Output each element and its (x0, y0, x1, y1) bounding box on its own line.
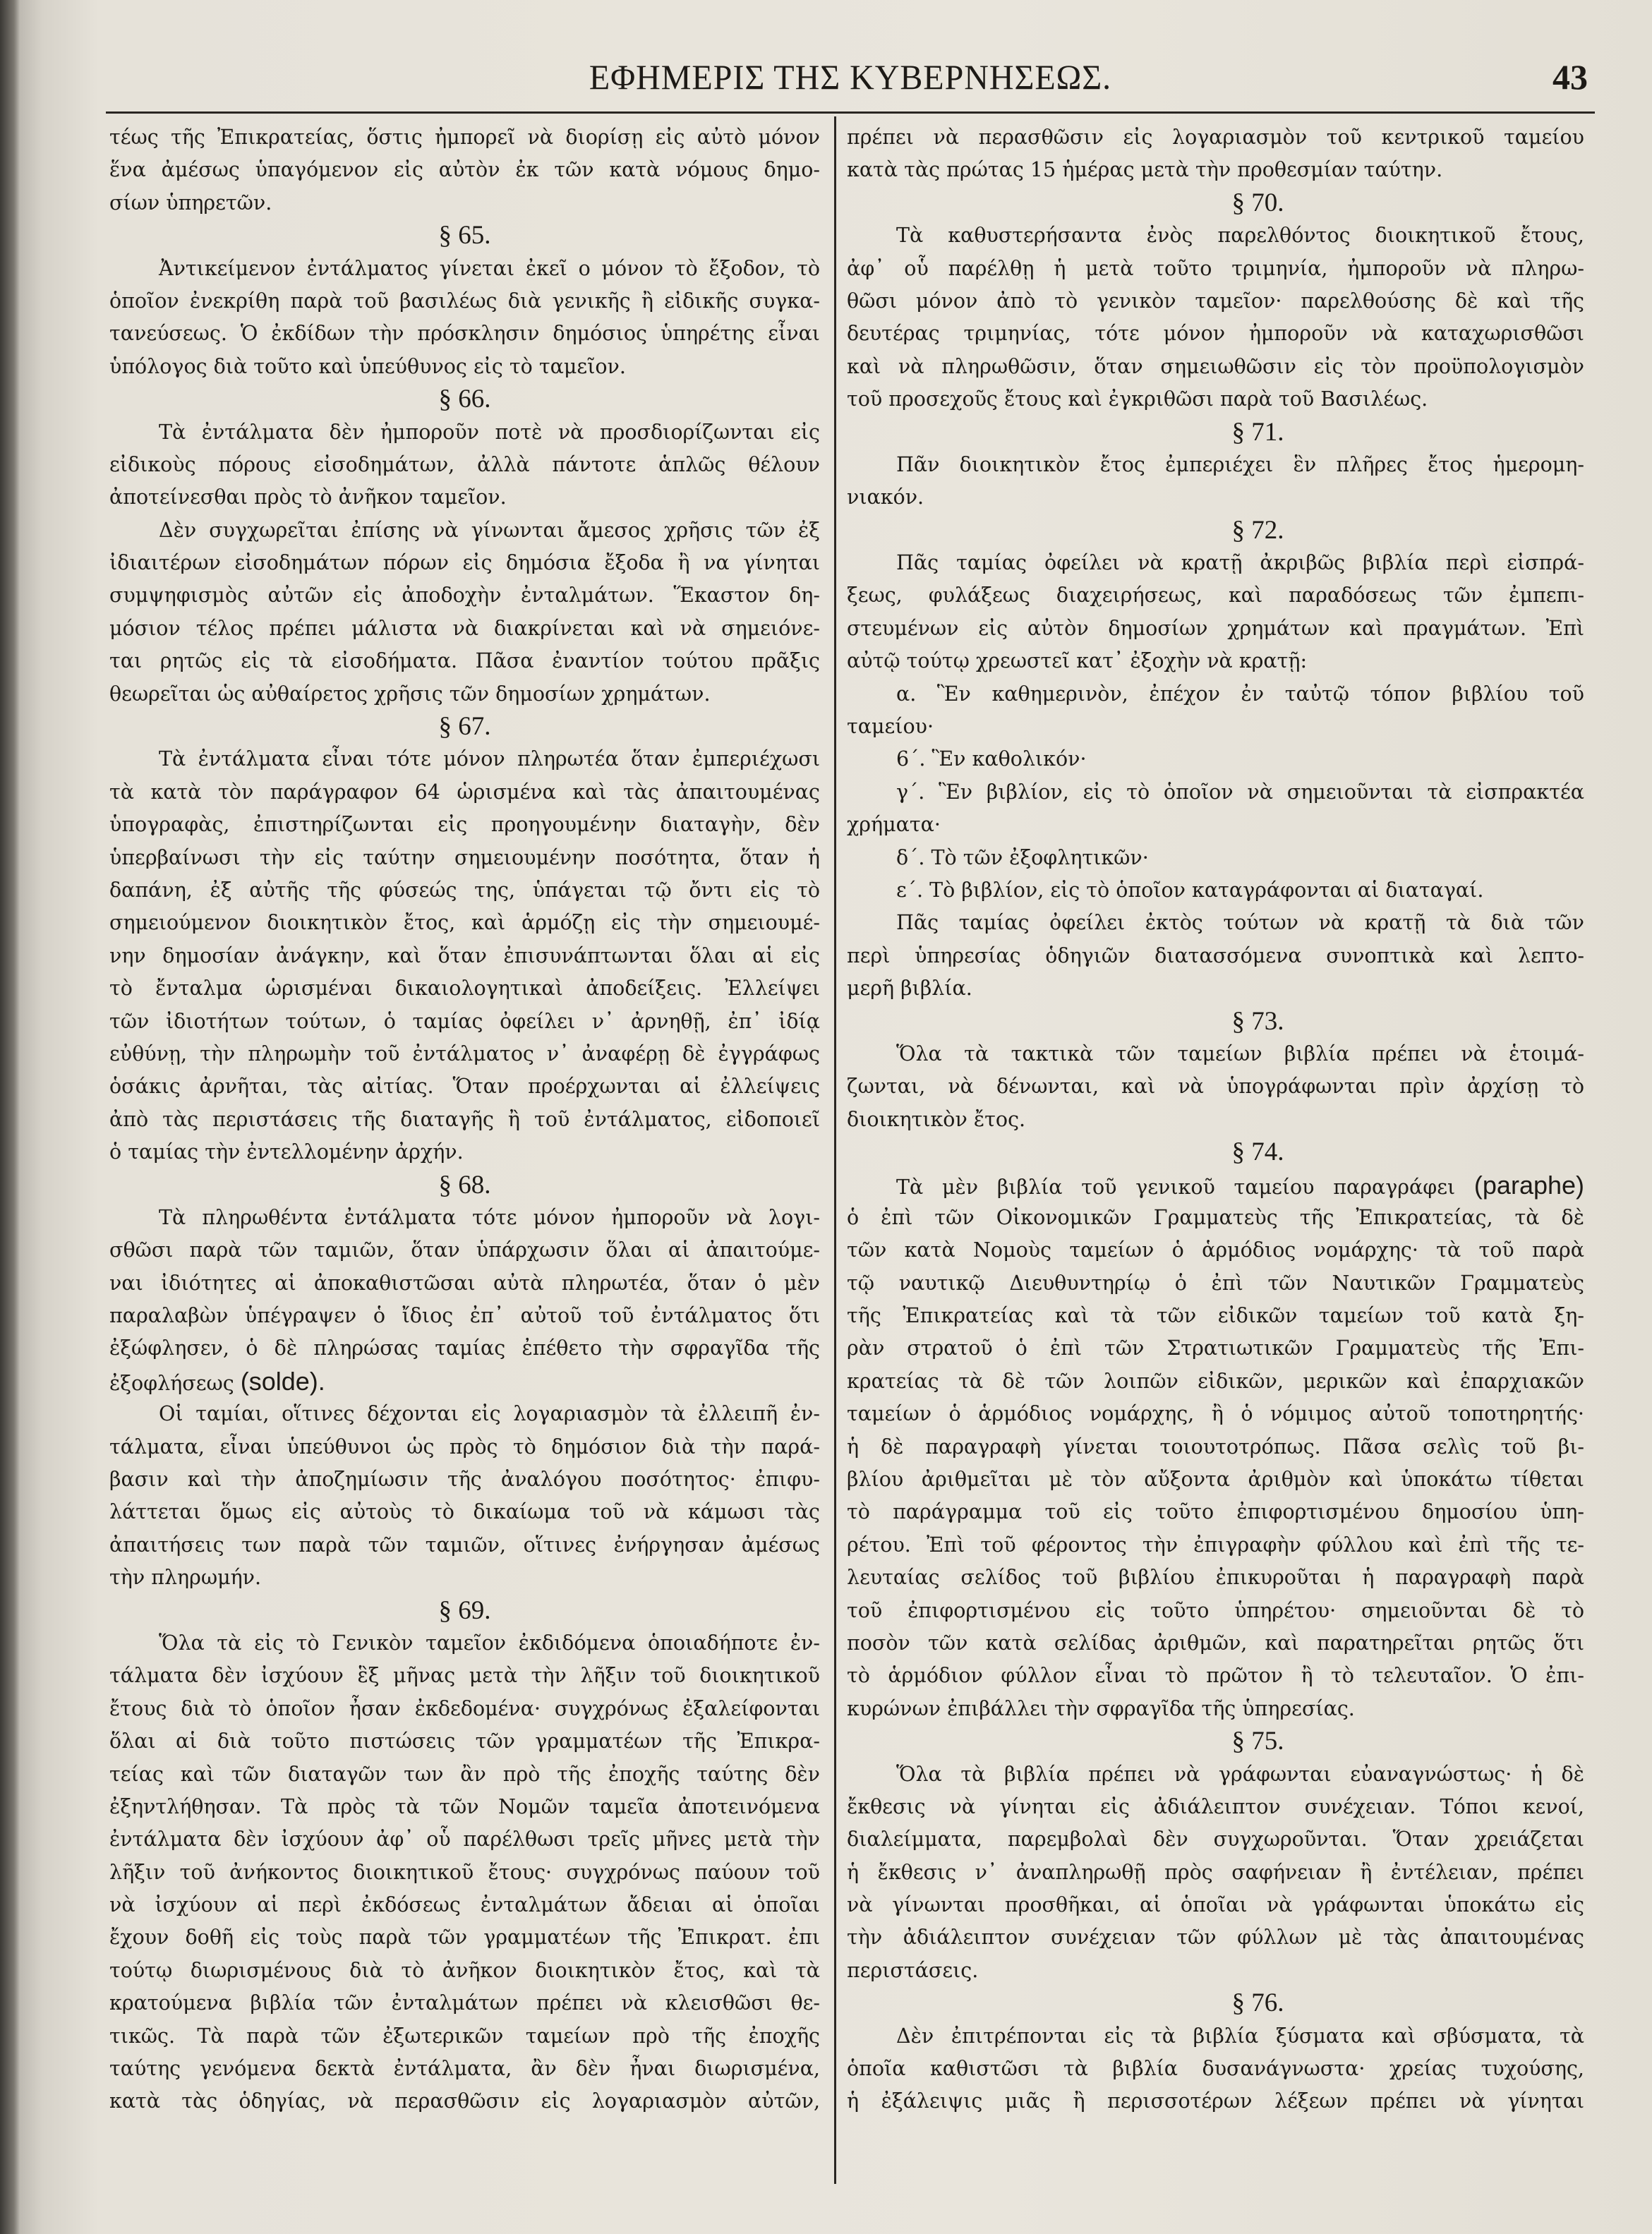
section-heading: § 76. (1231, 1988, 1284, 2018)
line-text: Τὰ ἐντάλματα δὲν ἠμποροῦν ποτὲ νὰ προσδιορίζωνται εἰς (159, 420, 820, 444)
text-line (109, 1823, 820, 1856)
text-line (109, 743, 820, 775)
line-text: τὸ ἁρμόδιον φύλλον εἶναι τὸ πρῶτον ἢ τὸ τελευταῖον. Ὁ ἐπι- (847, 1664, 1584, 1688)
line-text: νὰ γίνωνται προσθῆκαι, αἱ ὁποῖαι νὰ γράφωνται ὑποκάτω εἰς (847, 1893, 1584, 1917)
right-column (847, 121, 1584, 2168)
line-text: νὰ ἰσχύουν αἱ περὶ ἐκδόσεως ἐνταλμάτων ἄδειαι αἱ ὁποῖαι (109, 1893, 820, 1917)
line-text: ταμείου· (847, 715, 934, 739)
text-line (847, 383, 1584, 416)
line-text: ὁ ταμίας τὴν ἐντελλομένην ἀρχήν. (109, 1140, 464, 1164)
text-line (847, 318, 1584, 350)
line-text: μόσιον τέλος πρέπει μάλιστα νὰ διακρίνεται καὶ νὰ σημειόνε- (109, 616, 820, 640)
line-text: Πᾶς ταμίας ὀφείλει ἐκτὸς τούτων νὰ κρατῇ τὰ διὰ τῶν (896, 911, 1584, 935)
section-heading: § 66. (438, 385, 491, 414)
line-text: ἡ δὲ παραγραφὴ γίνεται τοιουτοτρόπως. Πᾶσα σελὶς τοῦ βι- (847, 1435, 1584, 1459)
line-text: τὰ κατὰ τὸν παράγραφον 64 ὡρισμένα καὶ τὰς ἀπαιτουμένας (109, 780, 820, 804)
left-column (109, 121, 820, 2168)
line-text: κρατείας τὰ δὲ τῶν λοιπῶν εἰδικῶν, μερικῶν καὶ ἐπαρχιακῶν (847, 1369, 1584, 1393)
text-line (109, 1921, 820, 1954)
text-line (109, 351, 820, 383)
text-line (847, 285, 1584, 318)
text-line (109, 1070, 820, 1103)
line-text: λῆξιν τοῦ ἀνήκοντος διοικητικοῦ ἔτους· συγχρόνως παύουν τοῦ (109, 1860, 820, 1884)
text-line (109, 1332, 820, 1365)
text-line (109, 1955, 820, 1987)
text-line (109, 776, 820, 809)
text-line (109, 547, 820, 579)
text-line (109, 1496, 820, 1528)
line-text: ταμείων ὁ ἁρμόδιος νομάρχης, ἢ ὁ νόμιμος αὐτοῦ τοποτηρητής· (847, 1402, 1584, 1426)
section-heading: § 65. (438, 221, 491, 250)
line-text: ταύτης γενόμενα δεκτὰ ἐντάλματα, ἂν δὲν ἦναι διωρισμένα, (109, 2057, 820, 2081)
line-text: Τὰ ἐντάλματα εἶναι τότε μόνον πληρωτέα ὅταν ἐμπεριέχωσι (159, 747, 820, 771)
line-text: τοῦ προσεχοῦς ἔτους καὶ ἐγκριθῶσι παρὰ τοῦ Βασιλέως. (847, 387, 1428, 411)
text-line (847, 1627, 1584, 1660)
line-text: κατὰ τὰς ὁδηγίας, νὰ περασθῶσιν εἰς λογαριασμὸν αὐτῶν, (109, 2089, 820, 2113)
text-line (847, 2053, 1584, 2085)
text-line (847, 940, 1584, 972)
text-line (109, 1431, 820, 1463)
line-text: τῷ ναυτικῷ Διευθυντηρίῳ ὁ ἐπὶ τῶν Ναυτικῶν Γραμματεὺς (847, 1271, 1584, 1295)
text-line (109, 645, 820, 677)
line-text: τὸ ἔνταλμα ὡρισμέναι δικαιολογητικαὶ ἀποδείξεις. Ἐλλείψει (109, 977, 820, 1001)
text-line (847, 219, 1584, 252)
text-line (109, 449, 820, 481)
text-line (109, 1987, 820, 2019)
line-text: τοῦ ἐπιφορτισμένου εἰς τοῦτο ὑπηρέτου· σημειοῦνται δὲ τὸ (847, 1598, 1584, 1622)
text-line (847, 1791, 1584, 1823)
line-text: σθῶσι παρὰ τῶν ταμιῶν, ὅταν ὑπάρχωσιν ὅλαι αἱ ἀπαιτούμε- (109, 1238, 820, 1262)
text-line (109, 1202, 820, 1234)
text-line (109, 1791, 820, 1823)
text-line (109, 154, 820, 186)
binding-edge (0, 0, 20, 2234)
line-text: Ὅλα τὰ εἰς τὸ Γενικὸν ταμεῖον ἐκδιδόμενα ὁποιαδήποτε ἐν- (159, 1631, 820, 1655)
line-text: ρέτου. Ἐπὶ τοῦ φέροντος τὴν ἐπιγραφὴν φύλλου καὶ ἐπὶ τῆς τε- (847, 1533, 1584, 1557)
text-line (109, 1889, 820, 1921)
line-text: τὴν πληρωμήν. (109, 1566, 262, 1590)
text-line (847, 1169, 1584, 1202)
text-line (847, 1562, 1584, 1594)
text-line (109, 481, 820, 514)
text-line (847, 579, 1584, 612)
text-line (847, 907, 1584, 939)
text-line (109, 1300, 820, 1332)
text-line (109, 2085, 820, 2118)
page-title: ΕΦΗΜΕΡΙΣ ΤΗΣ ΚΥΒΕΡΝΗΣΕΩΣ. (589, 57, 1112, 97)
column-divider (834, 116, 836, 2184)
line-text: ἐντάλματα δὲν ἰσχύουν ἀφ᾽ οὗ παρέλθωσι τρεῖς μῆνες μετὰ τὴν (109, 1828, 820, 1852)
line-text: ἡ ἐξάλειψις μιᾶς ἢ περισσοτέρων λέξεων πρέπει νὰ γίνηται (847, 2089, 1584, 2113)
line-text: ἐξώφλησεν, ὁ δὲ πληρώσας ταμίας ἐπέθετο τὴν σφραγῖδα τῆς (109, 1336, 820, 1360)
text-line (847, 743, 1584, 775)
text-line (847, 1398, 1584, 1430)
line-text: Τὰ καθυστερήσαντα ἐνὸς παρελθόντος διοικητικοῦ ἔτους, (896, 224, 1584, 248)
line-text: ἔχουν δοθῆ εἰς τοὺς παρὰ τῶν γραμματέων τῆς Ἐπικρατ. ἐπι (109, 1926, 820, 1950)
line-text: ἡ ἔκθεσις ν᾽ ἀναπληρωθῇ πρὸς σαφήνειαν ἢ ἐντέλειαν, πρέπει (847, 1860, 1584, 1884)
line-text: τικῶς. Τὰ παρὰ τῶν ἐξωτερικῶν ταμείων πρὸ τῆς ἐποχῆς (109, 2024, 820, 2048)
line-text: εὐθύνῃ, τὴν πληρωμὴν τοῦ ἐντάλματος ν᾽ ἀναφέρῃ δὲ ἐγγράφως (109, 1041, 820, 1065)
text-line (109, 1725, 820, 1758)
section-heading: § 74. (1231, 1137, 1284, 1167)
header-rule (106, 111, 1595, 114)
text-line (109, 1463, 820, 1496)
line-text: α. Ἓν καθημερινὸν, ἐπέχον ἐν ταὐτῷ τόπον βιβλίου τοῦ (896, 682, 1584, 706)
text-line (847, 1823, 1584, 1856)
text-line (109, 2020, 820, 2053)
text-line (847, 547, 1584, 579)
text-line (847, 1529, 1584, 1562)
line-text: πρέπει νὰ περασθῶσιν εἰς λογαριασμὸν τοῦ κεντρικοῦ ταμείου (847, 126, 1584, 149)
text-line (847, 1365, 1584, 1398)
text-line (109, 1693, 820, 1725)
text-line (109, 1856, 820, 1889)
line-text: καὶ νὰ πληρωθῶσιν, ὅταν σημειωθῶσιν εἰς τὸν προϋπολογισμὸν (847, 354, 1584, 378)
text-line (109, 1758, 820, 1791)
text-line (109, 318, 820, 350)
line-text: Ὅλα τὰ τακτικὰ τῶν ταμείων βιβλία πρέπει νὰ ἑτοιμά- (896, 1041, 1584, 1065)
line-text: νιακόν. (847, 485, 924, 509)
line-text: μερῆ βιβλία. (847, 977, 972, 1001)
line-text: Οἱ ταμίαι, οἵτινες δέχονται εἰς λογαριασμὸν τὰ ἐλλειπῆ ἐν- (159, 1402, 820, 1426)
section-heading: § 73. (1231, 1006, 1284, 1036)
line-text: Τὰ πληρωθέντα ἐντάλματα τότε μόνον ἠμποροῦν νὰ λογι- (159, 1205, 820, 1229)
text-line (847, 1955, 1584, 1987)
line-text: ται ρητῶς εἰς τὰ εἰσοδήματα. Πᾶσα ἐναντίον τούτου πρᾶξις (109, 649, 820, 673)
line-text: δ΄. Τὸ τῶν ἐξοφλητικῶν· (896, 845, 1149, 869)
text-line (109, 1562, 820, 1594)
line-text: θῶσι μόνον ἀπὸ τὸ γενικὸν ταμεῖον· παρελθούσης δὲ καὶ τῆς (847, 289, 1584, 313)
line-text: βασιν καὶ τὴν ἀποζημίωσιν τῆς ἀναλόγου ποσότητος· ἐπιφυ- (109, 1468, 820, 1492)
line-text: κατὰ τὰς πρώτας 15 ἡμέρας μετὰ τὴν προθεσμίαν ταύτην. (847, 158, 1443, 182)
text-line (847, 1332, 1584, 1365)
text-line (847, 1595, 1584, 1627)
line-text: τανεύσεως. Ὁ ἐκδίδων τὴν πρόσκλησιν δημόσιος ὑπηρέτης εἶναι (109, 322, 820, 346)
text-line (847, 1038, 1584, 1070)
text-line (847, 612, 1584, 645)
text-line (847, 776, 1584, 809)
line-text: ποσὸν τῶν κατὰ σελίδας ἀριθμῶν, καὶ παρατηρεῖται ρητῶς ὅτι (847, 1631, 1584, 1655)
latin-term: (solde). (240, 1366, 325, 1396)
line-text: κυρώνων ἐπιβάλλει τὴν σφραγῖδα τῆς ὑπηρεσίας. (847, 1696, 1355, 1720)
text-line (847, 1921, 1584, 1954)
text-line (847, 1202, 1584, 1234)
section-heading: § 69. (438, 1595, 491, 1625)
line-text: τῆς Ἐπικρατείας καὶ τὰ τῶν εἰδικῶν ταμείων τοῦ κατὰ ξη- (847, 1304, 1584, 1328)
line-text: Δὲν συγχωρεῖται ἐπίσης νὰ γίνωνται ἄμεσος χρῆσις τῶν ἐξ (159, 518, 820, 542)
text-line (847, 253, 1584, 285)
text-line (847, 1267, 1584, 1300)
line-text: τάλματα δὲν ἰσχύουν ἓξ μῆνας μετὰ τὴν λῆξιν τοῦ διοικητικοῦ (109, 1664, 820, 1688)
line-text: τῶν ἰδιοτήτων τούτων, ὁ ταμίας ὀφείλει ν᾽ ἀρνηθῇ, ἐπ᾽ ἰδίᾳ (109, 1009, 820, 1033)
line-text: τέως τῆς Ἐπικρατείας, ὅστις ἠμπορεῖ νὰ διορίσῃ εἰς αὐτὸ μόνον (109, 126, 820, 149)
text-line (109, 514, 820, 547)
text-line (847, 809, 1584, 841)
line-text: Πᾶν διοικητικὸν ἔτος ἐμπεριέχει ἓν πλῆρες ἔτος ἡμερομη- (896, 452, 1584, 476)
line-text: δευτέρας τριμηνίας, τότε μόνον ἠμποροῦν νὰ καταχωρισθῶσι (847, 322, 1584, 346)
line-text: ὑπερβαίνωσι τὴν εἰς ταύτην σημειουμένην ποσότητα, ὅταν ἡ (109, 845, 820, 869)
text-line (847, 154, 1584, 186)
line-text: ἔτους διὰ τὸ ὁποῖον ἦσαν ἐκδεδομένα· συγχρόνως ἐξαλείφονται (109, 1696, 820, 1720)
text-line (847, 1300, 1584, 1332)
line-text: ἀπὸ τὰς περιστάσεις τῆς διαταγῆς ἢ τοῦ ἐντάλματος, εἰδοποιεῖ (109, 1107, 820, 1131)
text-line (109, 187, 820, 219)
line-text: αὐτῷ τούτῳ χρεωστεῖ κατ᾽ ἐξοχὴν νὰ κρατῇ: (847, 649, 1308, 673)
text-line (847, 1856, 1584, 1889)
text-line (847, 645, 1584, 677)
line-text: νην δημοσίαν ἀνάγκην, καὶ ὅταν ἐπισυνάπτωνται ὅλαι αἱ εἰς (109, 943, 820, 967)
text-line (847, 351, 1584, 383)
text-line (109, 1365, 820, 1398)
line-text: διοικητικὸν ἔτος. (847, 1107, 1026, 1131)
text-line (109, 907, 820, 939)
line-text: 6΄. Ἓν καθολικόν· (896, 747, 1087, 771)
line-text: Ἀντικείμενον ἐντάλματος γίνεται ἐκεῖ ο μόνον τὸ ἔξοδον, τὸ (159, 256, 820, 280)
text-line (109, 842, 820, 874)
text-line (109, 874, 820, 907)
line-text: ζωνται, νὰ δένωνται, καὶ νὰ ὑπογράφωνται πρὶν ἀρχίσῃ τὸ (847, 1075, 1584, 1099)
line-text: δαπάνη, ἐξ αὐτῆς τῆς φύσεώς της, ὑπάγεται τῷ ὄντι εἰς τὸ (109, 878, 820, 902)
line-text: ξεως, φυλάξεως διαχειρήσεως, καὶ παραδόσεως τῶν ἐμπεπι- (847, 584, 1584, 608)
line-text: σίων ὑπηρετῶν. (109, 191, 272, 215)
line-text: περιστάσεις. (847, 1958, 979, 1982)
line-text: Δὲν ἐπιτρέπονται εἰς τὰ βιβλία ξύσματα καὶ σβύσματα, τὰ (896, 2024, 1584, 2048)
text-line (847, 1104, 1584, 1136)
text-line (109, 416, 820, 449)
text-line (847, 449, 1584, 481)
line-text: ἀφ᾽ οὗ παρέλθῃ ἡ μετὰ τοῦτο τριμηνία, ἠμποροῦν νὰ πληρω- (847, 256, 1584, 280)
line-text: εἰδικοὺς πόρους εἰσοδημάτων, ἀλλὰ πάντοτε ἁπλῶς θέλουν (109, 452, 820, 476)
text-line (847, 1234, 1584, 1267)
text-line (847, 1070, 1584, 1103)
text-line (109, 1398, 820, 1430)
line-text: ὁποῖον ἐνεκρίθη παρὰ τοῦ βασιλέως διὰ γενικῆς ἢ εἰδικῆς συγκα- (109, 289, 820, 313)
section-heading: § 70. (1231, 188, 1284, 217)
text-line (847, 2020, 1584, 2053)
text-line (109, 1267, 820, 1300)
text-line (847, 1693, 1584, 1725)
text-line (109, 1104, 820, 1136)
line-text: λευταίας σελίδος τοῦ βιβλίου ἐπικυροῦται ἡ παραγραφὴ παρὰ (847, 1566, 1584, 1590)
text-line (109, 612, 820, 645)
text-line (847, 842, 1584, 874)
line-text: Πᾶς ταμίας ὀφείλει νὰ κρατῇ ἀκριβῶς βιβλία περὶ εἰσπρά- (896, 551, 1584, 575)
line-text: ναι ἰδιότητες αἱ ἀποκαθιστῶσαι αὐτὰ πληρωτέα, ὅταν ὁ μὲν (109, 1271, 820, 1295)
text-line (847, 121, 1584, 154)
line-text: ἐξοφλήσεως (109, 1371, 234, 1395)
text-line (109, 2053, 820, 2085)
text-line (109, 809, 820, 841)
line-text: γ΄. Ἓν βιβλίον, εἰς τὸ ὁποῖον νὰ σημειοῦνται τὰ εἰσπρακτέα (896, 780, 1584, 804)
text-line (109, 285, 820, 318)
line-text: χρήματα· (847, 813, 941, 837)
latin-term: (paraphe) (1473, 1170, 1584, 1200)
text-line (847, 1496, 1584, 1528)
line-text: ἀπαιτήσεις των παρὰ τῶν ταμιῶν, οἵτινες ἐνήργησαν ἀμέσως (109, 1533, 820, 1557)
text-line (847, 481, 1584, 514)
section-heading: § 68. (438, 1170, 491, 1200)
text-line (109, 1234, 820, 1267)
text-line (109, 940, 820, 972)
text-line (847, 1758, 1584, 1791)
line-text: βλίου ἀριθμεῖται μὲ τὸν αὔξοντα ἀριθμὸν καὶ ὑποκάτω τίθεται (847, 1468, 1584, 1492)
text-line (109, 678, 820, 711)
line-text: τείας καὶ τῶν διαταγῶν των ἂν πρὸ τῆς ἐποχῆς ταύτης δὲν (109, 1762, 820, 1786)
page-number: 43 (1552, 57, 1588, 97)
text-line (847, 1463, 1584, 1496)
line-text: ὁ ἐπὶ τῶν Οἰκονομικῶν Γραμματεὺς τῆς Ἐπικρατείας, τὰ δὲ (847, 1205, 1584, 1229)
line-text: ἐξηντλήθησαν. Τὰ πρὸς τὰ τῶν Νομῶν ταμεῖα ἀποτεινόμενα (109, 1794, 820, 1818)
line-text: τούτῳ διωρισμένους διὰ τὸ ἀνῆκον διοικητικὸν ἔτος, καὶ τὰ (109, 1958, 820, 1982)
line-text: ὅλαι αἱ διὰ τοῦτο πιστώσεις τῶν γραμματέων τῆς Ἐπικρα- (109, 1729, 820, 1753)
line-text: ὑπογραφὰς, ἐπιστηρίζωνται εἰς προηγουμένην διαταγὴν, δὲν (109, 813, 820, 837)
line-text: κρατούμενα βιβλία τῶν ἐνταλμάτων πρέπει νὰ κλεισθῶσι θε- (109, 1991, 820, 2015)
line-text: ὁσάκις ἀρνῆται, τὰς αἰτίας. Ὅταν προέρχωνται αἱ ἐλλείψεις (109, 1075, 820, 1099)
line-text: ε΄. Τὸ βιβλίον, εἰς τὸ ὁποῖον καταγράφονται αἱ διαταγαί. (896, 878, 1484, 902)
text-line (847, 1889, 1584, 1921)
text-line (109, 1627, 820, 1660)
text-line (109, 1660, 820, 1692)
line-text: ὁποῖα καθιστῶσι τὰ βιβλία δυσανάγνωστα· χρείας τυχούσης, (847, 2057, 1584, 2081)
line-text: θεωρεῖται ὡς αὐθαίρετος χρῆσις τῶν δημοσίων χρημάτων. (109, 682, 711, 706)
text-line (109, 972, 820, 1005)
text-line (109, 121, 820, 154)
text-line (109, 253, 820, 285)
line-text: ἀποτείνεσθαι πρὸς τὸ ἀνῆκον ταμεῖον. (109, 485, 507, 509)
text-line (847, 678, 1584, 711)
text-line (847, 1431, 1584, 1463)
line-text: περὶ ὑπηρεσίας ὁδηγιῶν διατασσόμενα συνοπτικὰ καὶ λεπτο- (847, 943, 1584, 967)
line-text: τάλματα, εἶναι ὑπεύθυνοι ὡς πρὸς τὸ δημόσιον διὰ τὴν παρά- (109, 1435, 820, 1459)
text-line (847, 972, 1584, 1005)
line-text: ὑπόλογος διὰ τοῦτο καὶ ὑπεύθυνος εἰς τὸ ταμεῖον. (109, 354, 626, 378)
text-line (847, 711, 1584, 743)
text-line (109, 1006, 820, 1038)
line-text: τῶν κατὰ Νομοὺς ταμείων ὁ ἁρμόδιος νομάρχης· τὰ τοῦ παρὰ (847, 1238, 1584, 1262)
text-line (109, 579, 820, 612)
section-heading: § 71. (1231, 417, 1284, 447)
text-line (847, 874, 1584, 907)
line-text: στευμένων εἰς αὐτὸν δημοσίων χρημάτων καὶ πραγμάτων. Ἐπὶ (847, 616, 1584, 640)
section-heading: § 67. (438, 712, 491, 742)
line-text: Ὅλα τὰ βιβλία πρέπει νὰ γράφωνται εὐαναγνώστως· ἡ δὲ (896, 1762, 1584, 1786)
line-text: σημειούμενον διοικητικὸν ἔτος, καὶ ἁρμόζῃ εἰς τὴν σημειουμέ- (109, 911, 820, 935)
line-text: λάττεται ὅμως εἰς αὐτοὺς τὸ δικαίωμα τοῦ νὰ κάμωσι τὰς (109, 1500, 820, 1524)
line-text: διαλείμματα, παρεμβολαὶ δὲν συγχωροῦνται. Ὅταν χρειάζεται (847, 1828, 1584, 1852)
line-text: τὸ παράγραμμα τοῦ εἰς τοῦτο ἐπιφορτισμένου δημοσίου ὑπη- (847, 1500, 1584, 1524)
text-line (109, 1529, 820, 1562)
text-line (847, 1660, 1584, 1692)
page-header (106, 56, 1595, 106)
line-text: ἔκθεσις νὰ γίνηται εἰς ἀδιάλειπτον συνέχειαν. Τόποι κενοί, (847, 1794, 1584, 1818)
line-text: τὴν ἀδιάλειπτον συνέχειαν τῶν φύλλων μὲ τὰς ἀπαιτουμένας (847, 1926, 1584, 1950)
text-line (109, 1038, 820, 1070)
text-line (109, 1136, 820, 1169)
line-text: Τὰ μὲν βιβλία τοῦ γενικοῦ ταμείου παραγράφει (896, 1175, 1456, 1199)
section-heading: § 72. (1231, 515, 1284, 545)
line-text: ρὰν στρατοῦ ὁ ἐπὶ τῶν Στρατιωτικῶν Γραμματεὺς τῆς Ἐπι- (847, 1336, 1584, 1360)
line-text: ἕνα ἀμέσως ὑπαγόμενον εἰς αὐτὸν ἐκ τῶν κατὰ νόμους δημο- (109, 158, 820, 182)
section-heading: § 75. (1231, 1727, 1284, 1756)
text-line (847, 2085, 1584, 2118)
line-text: παραλαβὼν ὑπέγραψεν ὁ ἴδιος ἐπ᾽ αὐτοῦ τοῦ ἐντάλματος ὅτι (109, 1304, 820, 1328)
line-text: συμψηφισμὸς αὐτῶν εἰς ἀποδοχὴν ἐνταλμάτων. Ἕκαστον δη- (109, 584, 820, 608)
line-text: ἰδιαιτέρων εἰσοδημάτων πόρων εἰς δημόσια ἔξοδα ἢ να γίνηται (109, 551, 820, 575)
